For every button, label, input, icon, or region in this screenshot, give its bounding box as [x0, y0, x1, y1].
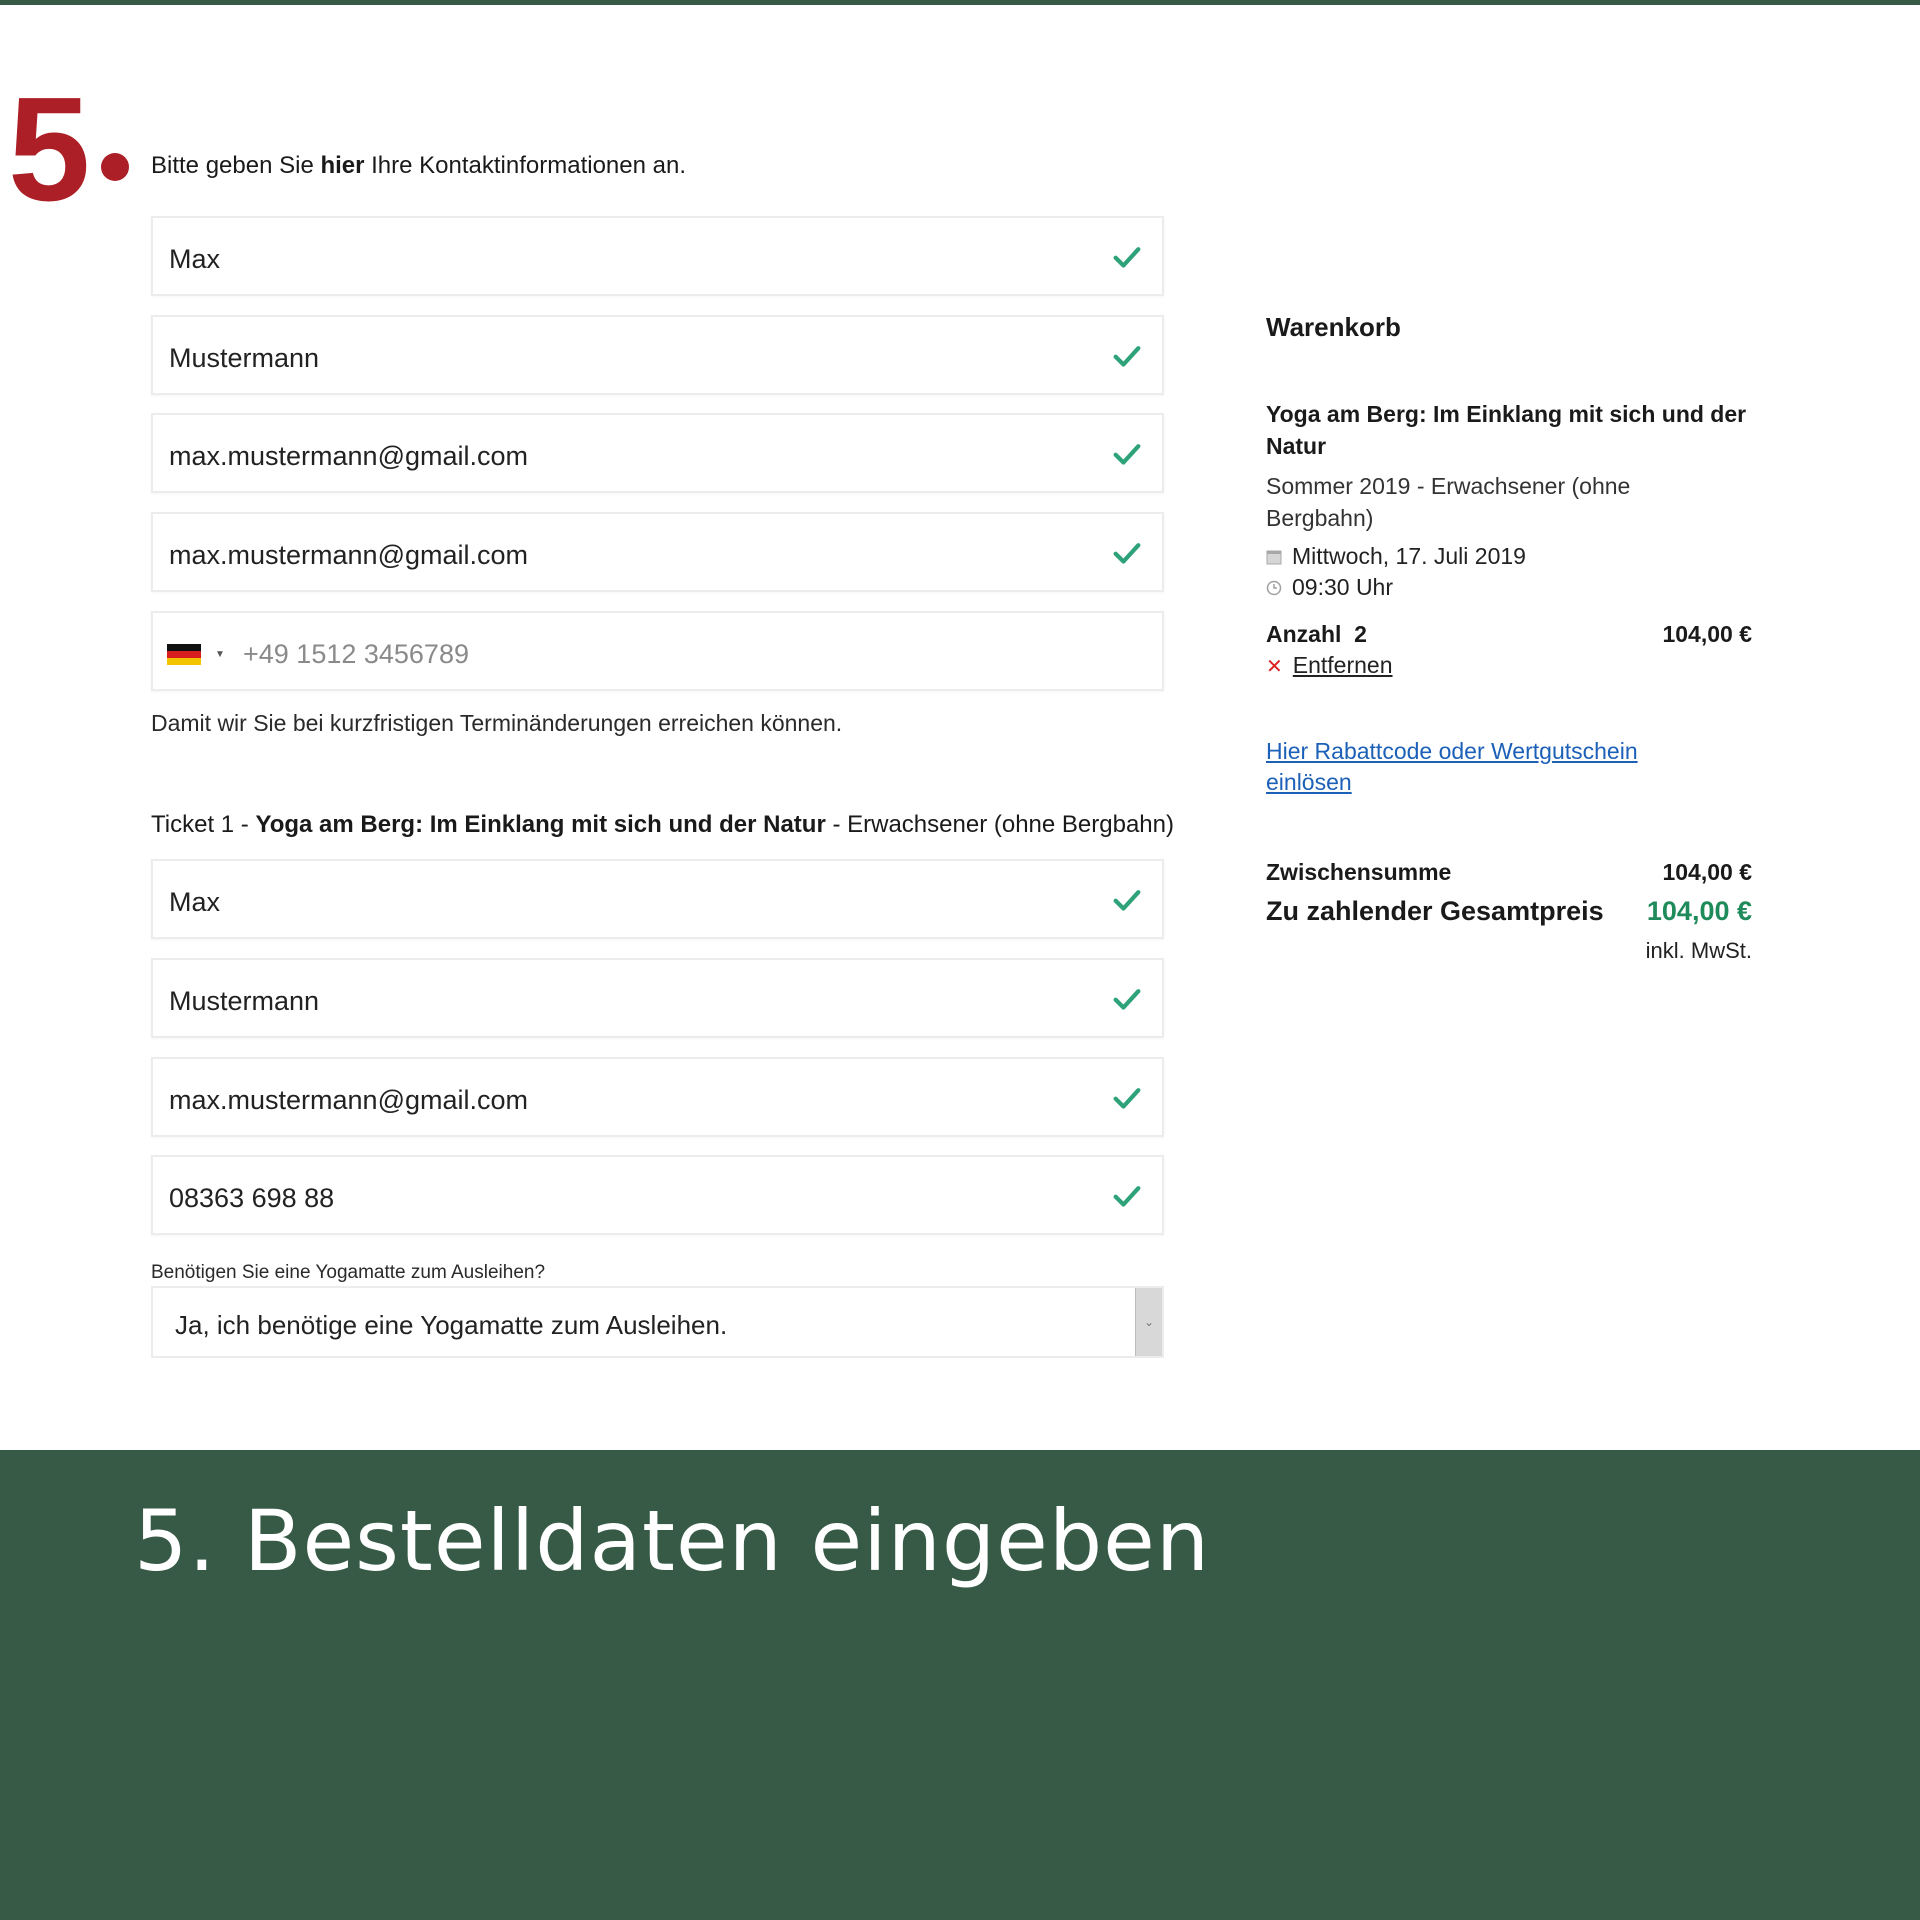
cart-product-name: Yoga am Berg: Im Einklang mit sich und der Natur: [1266, 401, 1747, 459]
check-icon: [1110, 883, 1144, 917]
cart-product-variant: Sommer 2019 - Erwachsener (ohne Bergbahn): [1266, 473, 1631, 531]
calendar-icon: [1266, 549, 1282, 565]
chevron-down-icon[interactable]: ▼: [215, 649, 225, 660]
step-number-dot: [101, 153, 129, 181]
check-icon: [1110, 536, 1144, 570]
yoga-mat-select[interactable]: [151, 1286, 1164, 1358]
contact-intro-text: Bitte geben Sie hier Ihre Kontaktinformationen an.: [151, 152, 686, 179]
ticket-phone-field[interactable]: [151, 1155, 1164, 1235]
coupon-link[interactable]: Hier Rabattcode oder Wertgutschein einlösen: [1266, 738, 1638, 795]
clock-icon: [1266, 580, 1282, 596]
cart-product-date: Mittwoch, 17. Juli 2019: [1266, 543, 1526, 570]
subtotal-label: Zwischensumme: [1266, 859, 1452, 885]
ticket-title: Ticket 1 - Yoga am Berg: Im Einklang mit sich und der Natur - Erwachsener (ohne Bergbahn): [151, 811, 1174, 838]
remove-x-icon: ✕: [1266, 656, 1283, 678]
total-value: 104,00 €: [1646, 896, 1752, 926]
last-name-value: Mustermann: [169, 343, 320, 373]
check-icon: [1110, 437, 1144, 471]
first-name-field[interactable]: [151, 216, 1164, 296]
email-confirm-field[interactable]: [151, 512, 1164, 592]
subtotal-value: 104,00 €: [1662, 859, 1752, 885]
cart-item-price: 104,00 €: [1662, 621, 1752, 647]
ticket-email-value: max.mustermann@gmail.com: [169, 1085, 529, 1115]
email-value: max.mustermann@gmail.com: [169, 441, 529, 471]
ticket-last-name-field[interactable]: [151, 958, 1164, 1038]
email-field[interactable]: [151, 413, 1164, 493]
check-icon: [1110, 1081, 1144, 1115]
cart-quantity: Anzahl 2: [1266, 621, 1367, 647]
ticket-last-name-value: Mustermann: [169, 986, 320, 1016]
phone-field[interactable]: [151, 611, 1164, 691]
ticket-phone-value: 08363 698 88: [169, 1183, 335, 1213]
footer-title: 5. Bestelldaten eingeben: [134, 1492, 1211, 1590]
phone-placeholder: +49 1512 3456789: [243, 639, 469, 669]
cart-product-time: 09:30 Uhr: [1266, 574, 1393, 601]
ticket-first-name-value: Max: [169, 887, 221, 917]
remove-item-link[interactable]: ✕ Entfernen: [1266, 652, 1393, 678]
check-icon: [1110, 240, 1144, 274]
first-name-value: Max: [169, 244, 221, 274]
cart-title: Warenkorb: [1266, 312, 1401, 342]
ticket-first-name-field[interactable]: [151, 859, 1164, 939]
vat-note: inkl. MwSt.: [1645, 938, 1752, 963]
chevron-down-icon[interactable]: ⌄: [1135, 1288, 1162, 1356]
step-number: 5: [8, 67, 87, 232]
yoga-mat-selected-value: Ja, ich benötige eine Yogamatte zum Ausleihen.: [175, 1310, 728, 1340]
germany-flag-icon[interactable]: [167, 644, 201, 665]
check-icon: [1110, 339, 1144, 373]
footer-banner: [0, 1450, 1920, 1920]
top-border-line: [0, 0, 1920, 5]
email-confirm-value: max.mustermann@gmail.com: [169, 540, 529, 570]
phone-hint-text: Damit wir Sie bei kurzfristigen Terminänderungen erreichen können.: [151, 710, 843, 736]
yoga-mat-label: Benötigen Sie eine Yogamatte zum Ausleihen?: [151, 1262, 546, 1283]
total-label: Zu zahlender Gesamtpreis: [1266, 896, 1604, 926]
last-name-field[interactable]: [151, 315, 1164, 395]
check-icon: [1110, 1179, 1144, 1213]
check-icon: [1110, 982, 1144, 1016]
ticket-email-field[interactable]: [151, 1057, 1164, 1137]
